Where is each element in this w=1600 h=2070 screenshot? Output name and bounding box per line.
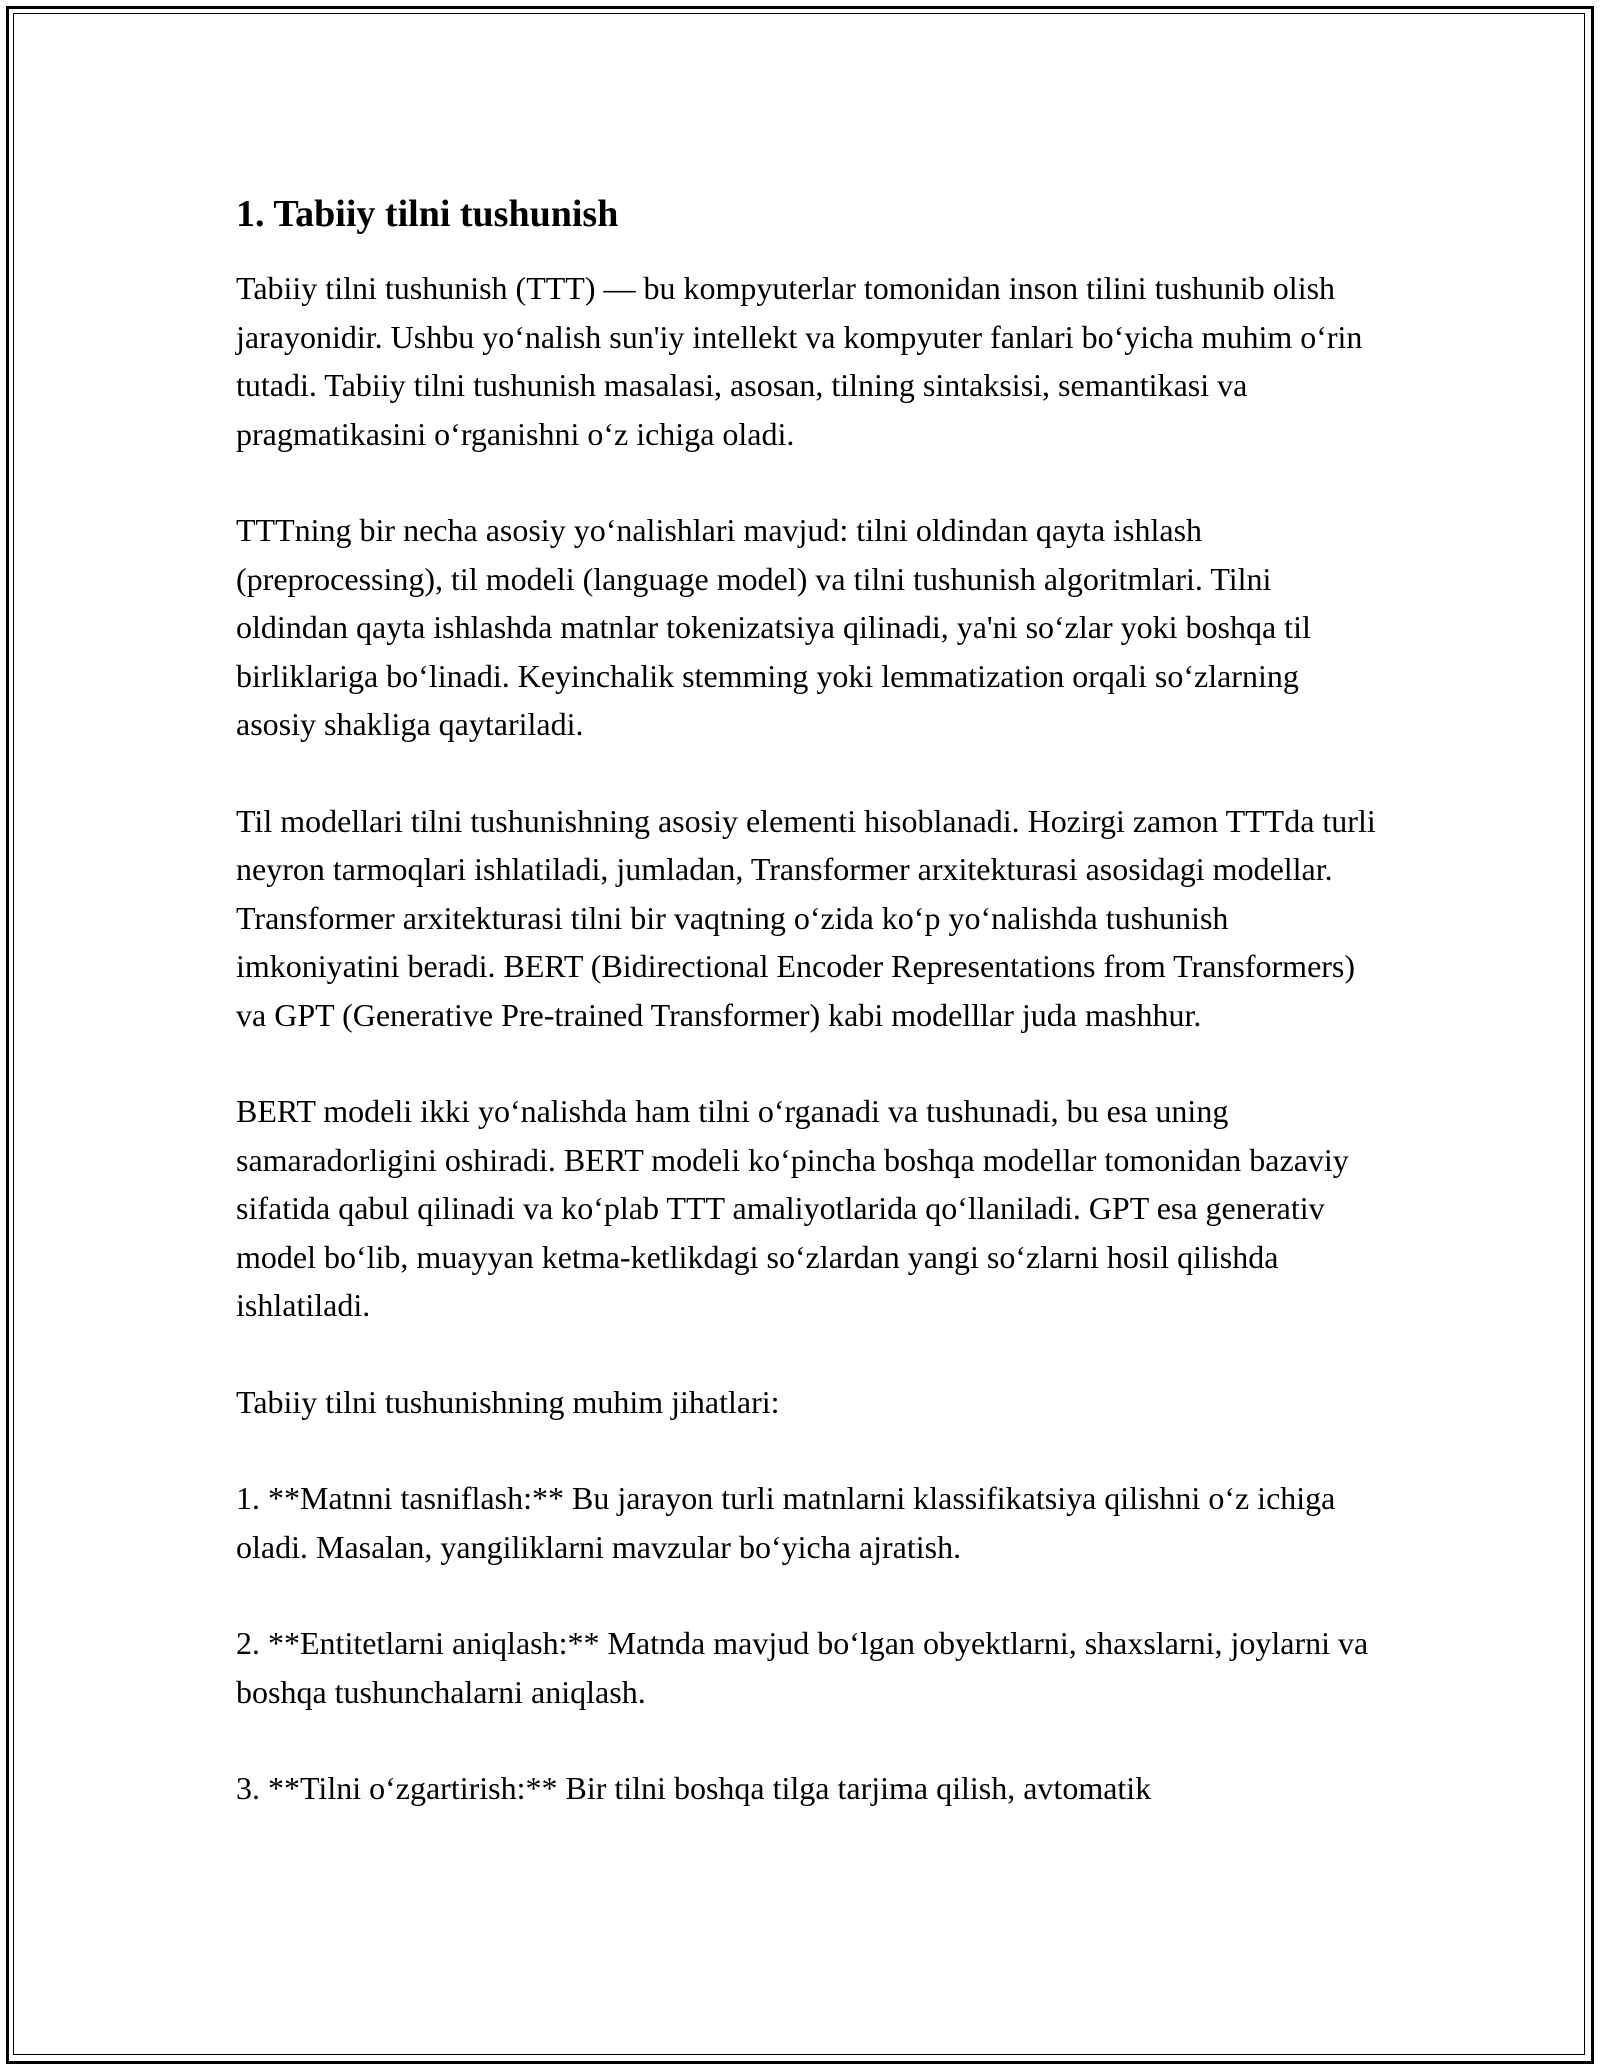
document-body: [236, 186, 1386, 1813]
paragraph-language-models: Til modellari tilni tushunishning asosiy elementi hisoblanadi. Hozirgi zamon TTTda turli neyron tarmoqlari ishlatiladi, jumladan, Transformer arxitekturasi asosidagi modellar. Transformer arxitekturasi tilni bir vaqtning o‘zida ko‘p yo‘nalishda tushunish imkoniyatini beradi. BERT (Bidirectional Encoder Representations from Transformers) va GPT (Generative Pre-trained Transformer) kabi modelllar juda mashhur.: [236, 802, 1376, 1033]
list-item-entity-recognition: 2. **Entitetlarni aniqlash:** Matnda mavjud bo‘lgan obyektlarni, shaxslarni, joylarni va boshqa tushunchalarni aniqlash.: [236, 1625, 1369, 1710]
list-item-text-classification: 1. **Matnni tasniflash:** Bu jarayon turli matnlarni klassifikatsiya qilishni o‘z ichiga oladi. Masalan, yangiliklarni mavzular bo‘yicha ajratish.: [236, 1480, 1336, 1565]
paragraph-key-aspects-intro: Tabiiy tilni tushunishning muhim jihatlari:: [236, 1383, 780, 1420]
section-heading: 1. Tabiiy tilni tushunish: [236, 193, 619, 235]
paragraph-intro: Tabiiy tilni tushunish (TTT) — bu kompyuterlar tomonidan inson tilini tushunib olish jarayonidir. Ushbu yo‘nalish sun'iy intellekt va kompyuter fanlari bo‘yicha muhim o‘rin tutadi. Tabiiy tilni tushunish masalasi, asosan, tilning sintaksisi, semantikasi va pragmatikasini o‘rganishni o‘z ichiga oladi.: [236, 270, 1363, 452]
paragraph-bert-gpt: BERT modeli ikki yo‘nalishda ham tilni o‘rganadi va tushunadi, bu esa uning samaradorligini oshiradi. BERT modeli ko‘pincha boshqa modellar tomonidan bazaviy sifatida qabul qilinadi va ko‘plab TTT amaliyotlarida qo‘llaniladi. GPT esa generativ model bo‘lib, muayyan ketma-ketlikdagi so‘zlardan yangi so‘zlarni hosil qilishda ishlatiladi.: [236, 1093, 1349, 1323]
list-item-language-transformation: 3. **Tilni o‘zgartirish:** Bir tilni boshqa tilga tarjima qilish, avtomatik: [236, 1770, 1152, 1806]
paragraph-directions: TTTning bir necha asosiy yo‘nalishlari mavjud: tilni oldindan qayta ishlash (preprocessing), til modeli (language model) va tilni tushunish algoritmlari. Tilni oldindan qayta ishlashda matnlar tokenizatsiya qilinadi, ya'ni so‘zlar yoki boshqa til birliklariga bo‘linadi. Keyinchalik stemming yoki lemmatization orqali so‘zlarning asosiy shakliga qaytariladi.: [236, 512, 1311, 742]
